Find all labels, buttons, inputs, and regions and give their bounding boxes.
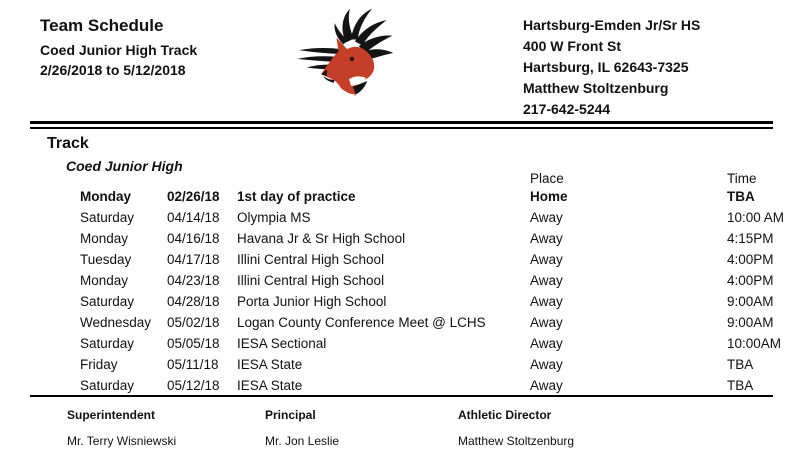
row-event: Logan County Conference Meet @ LCHS <box>237 315 486 330</box>
page-title: Team Schedule <box>40 16 164 35</box>
row-day: Wednesday <box>80 315 152 330</box>
schedule-row <box>80 270 797 291</box>
row-event: Havana Jr & Sr High School <box>237 231 406 246</box>
row-day: Monday <box>80 189 132 204</box>
school-address-city: Hartsburg, IL 62643-7325 <box>523 59 689 75</box>
schedule-row <box>80 375 797 396</box>
signatory-superintendent <box>67 408 176 448</box>
row-time: 4:00PM <box>727 252 774 267</box>
row-time: TBA <box>727 378 754 393</box>
row-event: IESA State <box>237 378 303 393</box>
row-event: Porta Junior High School <box>237 294 387 309</box>
signatory-athletic-director <box>458 408 574 448</box>
row-time: 10:00 AM <box>727 210 785 225</box>
row-day: Friday <box>80 357 118 372</box>
row-day: Saturday <box>80 294 135 309</box>
signatory-title: Superintendent <box>67 408 156 422</box>
stag-mascot-logo-icon <box>297 5 403 103</box>
school-contact-name: Matthew Stoltzenburg <box>523 80 669 96</box>
row-time: TBA <box>727 189 755 204</box>
row-day: Saturday <box>80 210 135 225</box>
column-header-place: Place <box>530 171 564 186</box>
row-event: 1st day of practice <box>237 189 356 204</box>
signatory-name: Matthew Stoltzenburg <box>458 434 575 448</box>
schedule-header-row <box>80 171 797 186</box>
schedule-row <box>80 333 797 354</box>
header-left <box>40 15 197 80</box>
row-time: 4:15PM <box>727 231 774 246</box>
season-date-range: 2/26/2018 to 5/12/2018 <box>40 62 186 78</box>
signatory-principal <box>265 408 339 448</box>
row-time: 4:00PM <box>727 273 774 288</box>
schedule-row <box>80 207 797 228</box>
sport-section-title: Track <box>47 135 89 152</box>
row-date: 05/11/18 <box>167 357 219 372</box>
team-name: Coed Junior High Track <box>40 42 198 58</box>
signatory-name: Mr. Terry Wisniewski <box>67 434 177 448</box>
signatory-title: Principal <box>265 408 316 422</box>
row-date: 05/05/18 <box>167 336 220 351</box>
schedule-row <box>80 249 797 270</box>
row-date: 04/16/18 <box>167 231 220 246</box>
row-time: 9:00AM <box>727 294 774 309</box>
header-divider-rule <box>30 121 773 129</box>
row-event: Illini Central High School <box>237 252 385 267</box>
row-date: 05/02/18 <box>167 315 220 330</box>
row-day: Saturday <box>80 336 135 351</box>
row-date: 02/26/18 <box>167 189 220 204</box>
row-day: Monday <box>80 231 129 246</box>
row-place: Away <box>530 231 563 246</box>
school-phone: 217-642-5244 <box>523 101 611 117</box>
schedule-row <box>80 291 797 312</box>
schedule-row <box>80 312 797 333</box>
row-time: 10:00AM <box>727 336 782 351</box>
row-day: Saturday <box>80 378 135 393</box>
schedule-row <box>80 186 797 207</box>
row-day: Monday <box>80 273 129 288</box>
row-event: IESA Sectional <box>237 336 327 351</box>
signatory-name: Mr. Jon Leslie <box>265 434 340 448</box>
school-info <box>523 15 700 120</box>
row-event: Olympia MS <box>237 210 311 225</box>
row-place: Home <box>530 189 568 204</box>
row-place: Away <box>530 315 563 330</box>
row-date: 04/14/18 <box>167 210 220 225</box>
row-event: IESA State <box>237 357 303 372</box>
row-date: 05/12/18 <box>167 378 220 393</box>
row-place: Away <box>530 378 563 393</box>
footer-divider-rule <box>30 395 773 397</box>
school-name: Hartsburg-Emden Jr/Sr HS <box>523 17 701 33</box>
row-place: Away <box>530 357 563 372</box>
row-place: Away <box>530 252 563 267</box>
row-date: 04/23/18 <box>167 273 220 288</box>
sport-section-subtitle: Coed Junior High <box>66 158 183 174</box>
row-event: Illini Central High School <box>237 273 385 288</box>
signatory-title: Athletic Director <box>458 408 552 422</box>
row-place: Away <box>530 273 563 288</box>
school-address-street: 400 W Front St <box>523 38 622 54</box>
schedule-row <box>80 354 797 375</box>
row-time: TBA <box>727 357 754 372</box>
row-date: 04/17/18 <box>167 252 220 267</box>
row-place: Away <box>530 210 563 225</box>
row-place: Away <box>530 336 563 351</box>
row-place: Away <box>530 294 563 309</box>
schedule-table <box>80 171 797 396</box>
row-day: Tuesday <box>80 252 132 267</box>
column-header-time: Time <box>727 171 757 186</box>
row-time: 9:00AM <box>727 315 774 330</box>
schedule-row <box>80 228 797 249</box>
row-date: 04/28/18 <box>167 294 220 309</box>
